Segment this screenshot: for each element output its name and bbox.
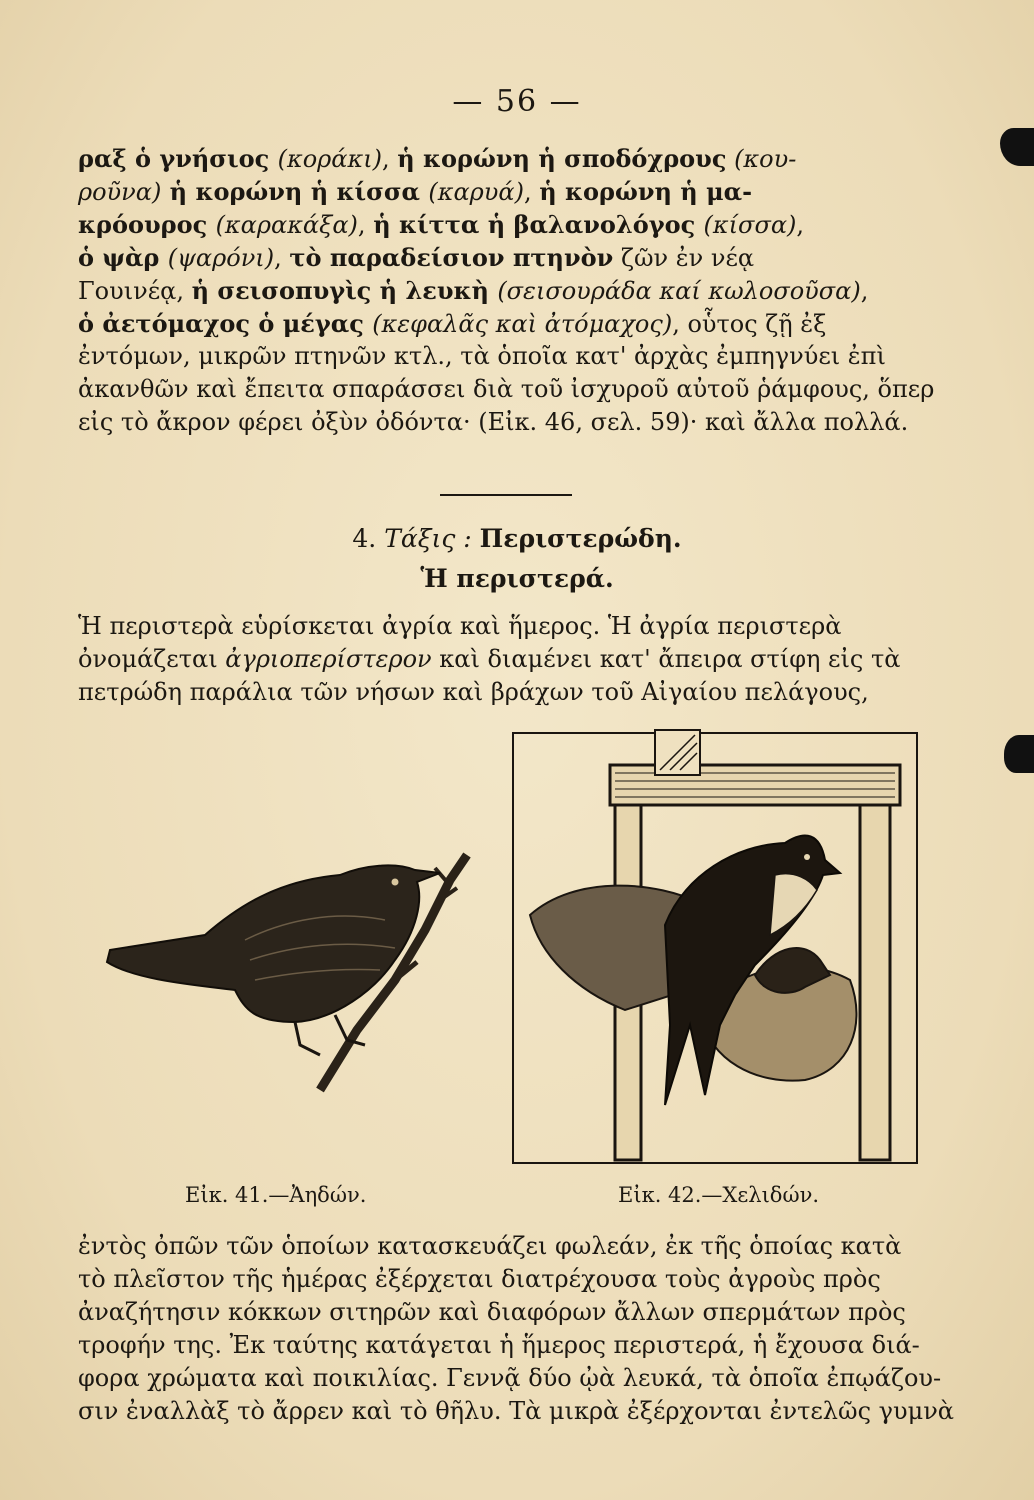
text-line [78,676,948,709]
bottom-paragraph [78,1230,954,1428]
page-number: — 56 — [452,84,582,119]
text-segment: ζῶν ἐν νέᾳ [613,244,755,272]
swallow-illustration [505,725,925,1170]
text-segment: τροφήν της. Ἐκ ταύτης κατάγεται ἡ ἥμερος περιστερά, ἡ ἔχουσα διά- [78,1331,920,1359]
text-segment: τὸ πλεῖστον τῆς ἡμέρας ἐξέρχεται διατρέχουσα τοὺς ἀγροὺς πρὸς [78,1265,881,1293]
section-title: Περιστερώδη. [479,524,682,553]
text-segment: ὁ ἀετόμαχος ὁ μέγας [78,309,373,338]
text-segment: ἡ κορώνη ἡ κίσσα [161,177,429,206]
text-segment: Ἡ περιστερὰ εὑρίσκεται ἀγρία καὶ ἥμερος. Ἡ ἀγρία περιστερὰ [78,612,842,640]
text-segment: (καρακάξα) [215,211,358,239]
text-segment: φορα χρώματα καὶ ποικιλίας. Γεννᾷ δύο ᾠὰ λευκά, τὰ ὁποῖα ἐπῳάζου- [78,1364,942,1392]
text-line [78,340,948,373]
text-segment: ὁ ψὰρ [78,243,168,272]
text-line [78,1296,948,1329]
text-segment: , [523,178,540,206]
text-segment: εἰς τὸ ἄκρον φέρει ὀξὺν ὀδόντα· (Εἰκ. 46, σελ. 59)· καὶ ἄλλα πολλά. [78,408,909,436]
section-heading [0,524,1034,553]
text-line [78,610,948,643]
text-segment: , [274,244,290,272]
text-segment: , [357,211,374,239]
text-line [78,643,948,676]
text-line [78,175,948,208]
text-segment: ἡ κορώνη ἡ μα- [539,177,753,206]
text-line [78,1230,948,1263]
text-segment: , [796,211,805,239]
text-segment: (κεφαλᾶς καὶ ἀτόμαχος) [372,310,673,338]
text-segment: ἀκανθῶν καὶ ἔπειτα σπαράσσει διὰ τοῦ ἰσχυροῦ αὐτοῦ ῥάμφους, ὅπερ [78,375,935,403]
text-segment: (καρυά) [428,178,524,206]
text-segment: (σεισουράδα καί κωλοσοῦσα) [497,277,861,305]
text-segment: , οὗτος ζῇ ἐξ [672,310,827,338]
text-segment: , [381,145,398,173]
text-segment: ἀναζήτησιν κόκκων σιτηρῶν καὶ διαφόρων ἄλλων σπερμάτων πρὸς [78,1298,906,1326]
top-paragraph [78,142,948,439]
text-line [78,1263,948,1296]
text-segment: ραξ ὁ γνήσιος [78,144,278,173]
text-line [78,274,948,307]
text-segment: ἀγριοπερίστερον [225,645,432,673]
page-edge-damage [1004,735,1034,773]
text-segment: ἐντὸς ὀπῶν τῶν ὁποίων κατασκευάζει φωλεάν, ἐκ τῆς ὁποίας κατὰ [78,1232,902,1260]
text-segment: πετρώδη παράλια τῶν νήσων καὶ βράχων τοῦ Αἰγαίου πελάγους, [78,678,869,706]
text-segment: ἡ κίττα ἡ βαλανολόγος [373,210,704,239]
section-divider [440,494,572,496]
figure-41-caption: Εἰκ. 41.—Ἀηδών. [185,1183,367,1207]
text-segment: , [860,277,869,305]
text-segment: (κου- [726,145,797,173]
text-line [78,1362,948,1395]
text-segment: ροῦνα) [78,178,162,206]
text-line [78,373,948,406]
text-line [78,1329,948,1362]
text-segment: (ψαρόνι) [167,244,275,272]
text-segment: ὀνομάζεται [78,645,226,673]
text-line [78,208,948,241]
text-segment: Γουινέᾳ, [78,277,192,305]
section-number: 4. [352,524,385,553]
text-segment: τὸ παραδείσιον πτηνὸν [289,243,614,272]
text-line [78,142,948,175]
nightingale-illustration [95,840,495,1100]
page-edge-damage [1000,128,1034,166]
text-segment: κρόουρος [78,210,216,239]
figure-42-caption: Εἰκ. 42.—Χελιδών. [618,1183,820,1207]
text-segment: ἡ κορώνη ἡ σποδόχρους [397,144,727,173]
text-line [78,1395,954,1428]
section-label: Τάξις : [384,524,480,553]
text-line [78,406,948,439]
text-segment: ἐντόμων, μικρῶν πτηνῶν κτλ., τὰ ὁποῖα κατ' ἀρχὰς ἐμπηγνύει ἐπὶ [78,342,886,370]
text-line [78,307,948,340]
text-segment: καὶ διαμένει κατ' ἄπειρα στίφη εἰς τὰ [431,645,901,673]
text-segment: σιν ἐναλλὰξ τὸ ἄρρεν καὶ τὸ θῆλυ. Τὰ μικρὰ ἐξέρχονται ἐντελῶς γυμνὰ [78,1397,954,1425]
text-segment: (κοράκι) [277,145,382,173]
nightingale-body-icon [107,865,440,1055]
middle-paragraph [78,610,948,709]
section-subtitle: Ἡ περιστερά. [420,564,614,593]
text-segment: ἡ σεισοπυγὶς ἡ λευκὴ [191,276,498,305]
text-line [78,241,948,274]
text-segment: (κίσσα) [703,211,797,239]
